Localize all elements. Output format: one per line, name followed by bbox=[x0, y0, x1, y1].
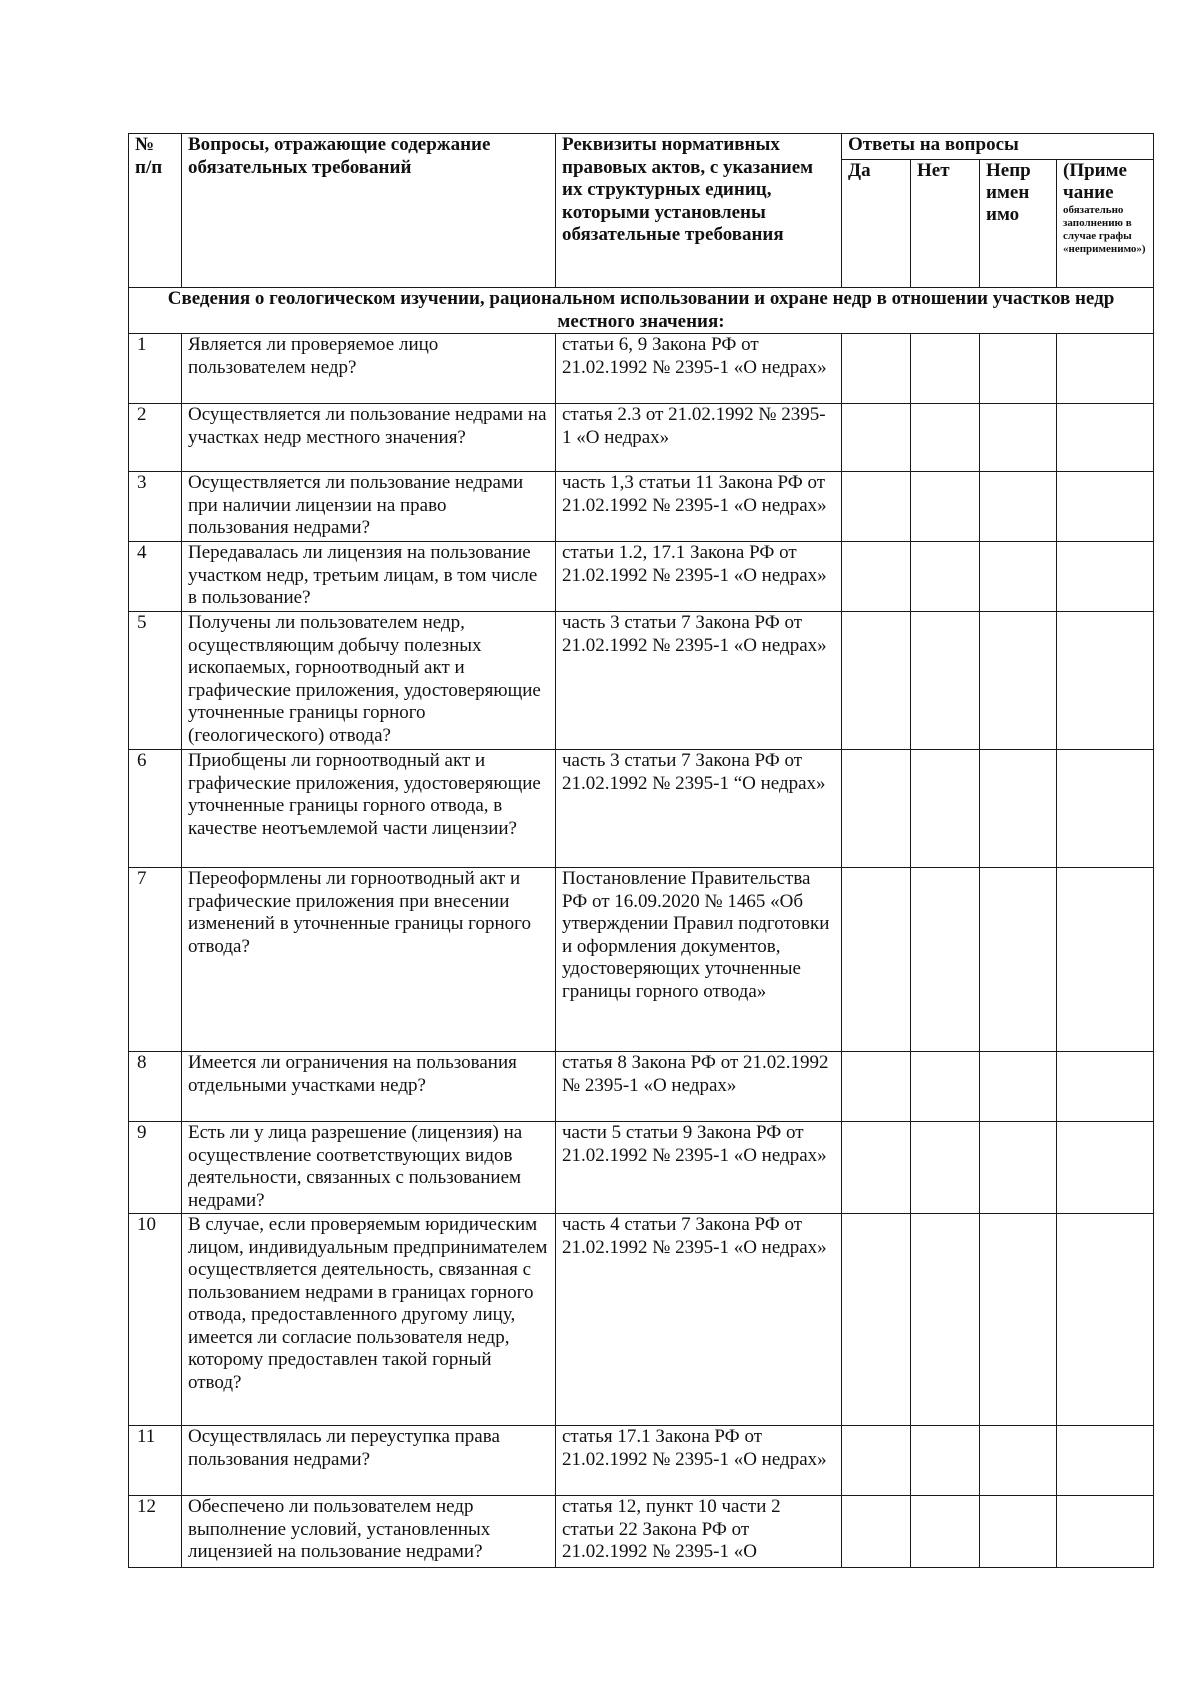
answer-not-applicable-cell bbox=[980, 1214, 1057, 1426]
row-legal-acts: статья 8 Закона РФ от 21.02.1992 № 2395-1 «О недрах» bbox=[556, 1052, 842, 1122]
row-number: 4 bbox=[129, 542, 182, 612]
header-acts: Реквизиты нормативных правовых актов, с указанием их структурных единиц, которыми установлены обязательные требования bbox=[556, 134, 842, 288]
answer-no-cell bbox=[911, 612, 980, 750]
row-question: Осуществляется ли пользование недрами при наличии лицензии на право пользования недрами? bbox=[182, 472, 556, 542]
checklist-table bbox=[128, 133, 1154, 1568]
row-question: Обеспечено ли пользователем недр выполнение условий, установленных лицензией на пользование недрами? bbox=[182, 1496, 556, 1568]
row-question: Приобщены ли горноотводный акт и графические приложения, удостоверяющие уточненные границы горного отвода, в качестве неотъемлемой части лицензии? bbox=[182, 750, 556, 868]
row-number: 8 bbox=[129, 1052, 182, 1122]
row-question: Переоформлены ли горноотводный акт и графические приложения при внесении изменений в уточненные границы горного отвода? bbox=[182, 868, 556, 1052]
table-row bbox=[129, 1496, 1154, 1568]
table-row bbox=[129, 612, 1154, 750]
row-number: 10 bbox=[129, 1214, 182, 1426]
answer-not-applicable-cell bbox=[980, 404, 1057, 472]
row-number: 2 bbox=[129, 404, 182, 472]
row-question: Имеется ли ограничения на пользования отдельными участками недр? bbox=[182, 1052, 556, 1122]
row-legal-acts: часть 3 статьи 7 Закона РФ от 21.02.1992 № 2395-1 “О недрах» bbox=[556, 750, 842, 868]
row-question: Является ли проверяемое лицо пользователем недр? bbox=[182, 334, 556, 404]
table-row bbox=[129, 472, 1154, 542]
row-legal-acts: статьи 6, 9 Закона РФ от 21.02.1992 № 2395-1 «О недрах» bbox=[556, 334, 842, 404]
header-answers-group: Ответы на вопросы bbox=[842, 134, 1154, 160]
answer-note-cell bbox=[1057, 750, 1154, 868]
answer-note-cell bbox=[1057, 1122, 1154, 1214]
answer-no-cell bbox=[911, 750, 980, 868]
row-legal-acts: статья 2.3 от 21.02.1992 № 2395-1 «О недрах» bbox=[556, 404, 842, 472]
answer-not-applicable-cell bbox=[980, 1122, 1057, 1214]
header-question: Вопросы, отражающие содержание обязательных требований bbox=[182, 134, 556, 288]
answer-note-cell bbox=[1057, 404, 1154, 472]
answer-no-cell bbox=[911, 1052, 980, 1122]
row-number: 6 bbox=[129, 750, 182, 868]
table-row bbox=[129, 1214, 1154, 1426]
answer-no-cell bbox=[911, 1214, 980, 1426]
answer-note-cell bbox=[1057, 542, 1154, 612]
table-row bbox=[129, 750, 1154, 868]
answer-yes-cell bbox=[842, 1214, 911, 1426]
table-row bbox=[129, 334, 1154, 404]
answer-not-applicable-cell bbox=[980, 542, 1057, 612]
table-row bbox=[129, 1122, 1154, 1214]
table-row bbox=[129, 542, 1154, 612]
answer-no-cell bbox=[911, 1122, 980, 1214]
row-question: Есть ли у лица разрешение (лицензия) на осуществление соответствующих видов деятельности, связанных с пользованием недрами? bbox=[182, 1122, 556, 1214]
row-legal-acts: часть 3 статьи 7 Закона РФ от 21.02.1992 № 2395-1 «О недрах» bbox=[556, 612, 842, 750]
answer-yes-cell bbox=[842, 542, 911, 612]
answer-note-cell bbox=[1057, 1052, 1154, 1122]
row-legal-acts: часть 1,3 статьи 11 Закона РФ от 21.02.1992 № 2395-1 «О недрах» bbox=[556, 472, 842, 542]
answer-not-applicable-cell bbox=[980, 612, 1057, 750]
answer-no-cell bbox=[911, 334, 980, 404]
row-legal-acts: статья 12, пункт 10 части 2 статьи 22 Закона РФ от 21.02.1992 № 2395-1 «О bbox=[556, 1496, 842, 1568]
answer-not-applicable-cell bbox=[980, 1052, 1057, 1122]
row-legal-acts: часть 4 статьи 7 Закона РФ от 21.02.1992 № 2395-1 «О недрах» bbox=[556, 1214, 842, 1426]
answer-yes-cell bbox=[842, 1496, 911, 1568]
answer-no-cell bbox=[911, 1426, 980, 1496]
header-num: № п/п bbox=[129, 134, 182, 288]
answer-not-applicable-cell bbox=[980, 472, 1057, 542]
row-number: 1 bbox=[129, 334, 182, 404]
row-number: 5 bbox=[129, 612, 182, 750]
answer-not-applicable-cell bbox=[980, 750, 1057, 868]
row-number: 12 bbox=[129, 1496, 182, 1568]
row-number: 11 bbox=[129, 1426, 182, 1496]
answer-note-cell bbox=[1057, 868, 1154, 1052]
row-legal-acts: Постановление Правительства РФ от 16.09.2020 № 1465 «Об утверждении Правил подготовки и оформления документов, удостоверяющих уточненные границы горного отвода» bbox=[556, 868, 842, 1052]
answer-no-cell bbox=[911, 1496, 980, 1568]
section-title: Сведения о геологическом изучении, рациональном использовании и охране недр в отношении участков недр местного значения: bbox=[129, 288, 1154, 334]
answer-note-cell bbox=[1057, 1214, 1154, 1426]
table-row bbox=[129, 868, 1154, 1052]
answer-not-applicable-cell bbox=[980, 1426, 1057, 1496]
answer-yes-cell bbox=[842, 750, 911, 868]
row-legal-acts: статья 17.1 Закона РФ от 21.02.1992 № 2395-1 «О недрах» bbox=[556, 1426, 842, 1496]
answer-yes-cell bbox=[842, 334, 911, 404]
row-number: 9 bbox=[129, 1122, 182, 1214]
answer-yes-cell bbox=[842, 1052, 911, 1122]
table-row bbox=[129, 404, 1154, 472]
table-row bbox=[129, 1052, 1154, 1122]
answer-yes-cell bbox=[842, 1122, 911, 1214]
answer-no-cell bbox=[911, 404, 980, 472]
row-question: Осуществляется ли пользование недрами на участках недр местного значения? bbox=[182, 404, 556, 472]
answer-yes-cell bbox=[842, 472, 911, 542]
answer-note-cell bbox=[1057, 334, 1154, 404]
row-legal-acts: статьи 1.2, 17.1 Закона РФ от 21.02.1992 № 2395-1 «О недрах» bbox=[556, 542, 842, 612]
table-row bbox=[129, 1426, 1154, 1496]
header-not-applicable: Непр имен имо bbox=[980, 160, 1057, 288]
answer-no-cell bbox=[911, 542, 980, 612]
header-note-small: обязательно заполнению в случае графы «неприменимо») bbox=[1063, 204, 1146, 255]
answer-note-cell bbox=[1057, 1496, 1154, 1568]
row-question: Осуществлялась ли переуступка права пользования недрами? bbox=[182, 1426, 556, 1496]
answer-not-applicable-cell bbox=[980, 868, 1057, 1052]
answer-note-cell bbox=[1057, 472, 1154, 542]
header-yes: Да bbox=[842, 160, 911, 288]
section-row bbox=[129, 288, 1154, 334]
answer-note-cell bbox=[1057, 612, 1154, 750]
answer-yes-cell bbox=[842, 404, 911, 472]
row-number: 3 bbox=[129, 472, 182, 542]
answer-not-applicable-cell bbox=[980, 334, 1057, 404]
row-number: 7 bbox=[129, 868, 182, 1052]
row-question: Получены ли пользователем недр, осуществляющим добычу полезных ископаемых, горноотводный акт и графические приложения, удостоверяющие уточненные границы горного (геологического) отвода? bbox=[182, 612, 556, 750]
answer-no-cell bbox=[911, 472, 980, 542]
row-question: Передавалась ли лицензия на пользование участком недр, третьим лицам, в том числе в пользование? bbox=[182, 542, 556, 612]
row-legal-acts: части 5 статьи 9 Закона РФ от 21.02.1992 № 2395-1 «О недрах» bbox=[556, 1122, 842, 1214]
answer-yes-cell bbox=[842, 612, 911, 750]
answer-not-applicable-cell bbox=[980, 1496, 1057, 1568]
row-question: В случае, если проверяемым юридическим лицом, индивидуальным предпринимателем осуществляется деятельность, связанная с пользованием недрами в границах горного отвода, предоставленного другому лицу, имеется ли согласие пользователя недр, которому предоставлен такой горный отвод? bbox=[182, 1214, 556, 1426]
header-no: Нет bbox=[911, 160, 980, 288]
table-header bbox=[129, 134, 1154, 288]
answer-yes-cell bbox=[842, 868, 911, 1052]
table-body bbox=[129, 288, 1154, 1568]
answer-no-cell bbox=[911, 868, 980, 1052]
header-note-main: (Приме чание bbox=[1063, 160, 1127, 203]
answer-note-cell bbox=[1057, 1426, 1154, 1496]
answer-yes-cell bbox=[842, 1426, 911, 1496]
header-note bbox=[1057, 160, 1154, 288]
